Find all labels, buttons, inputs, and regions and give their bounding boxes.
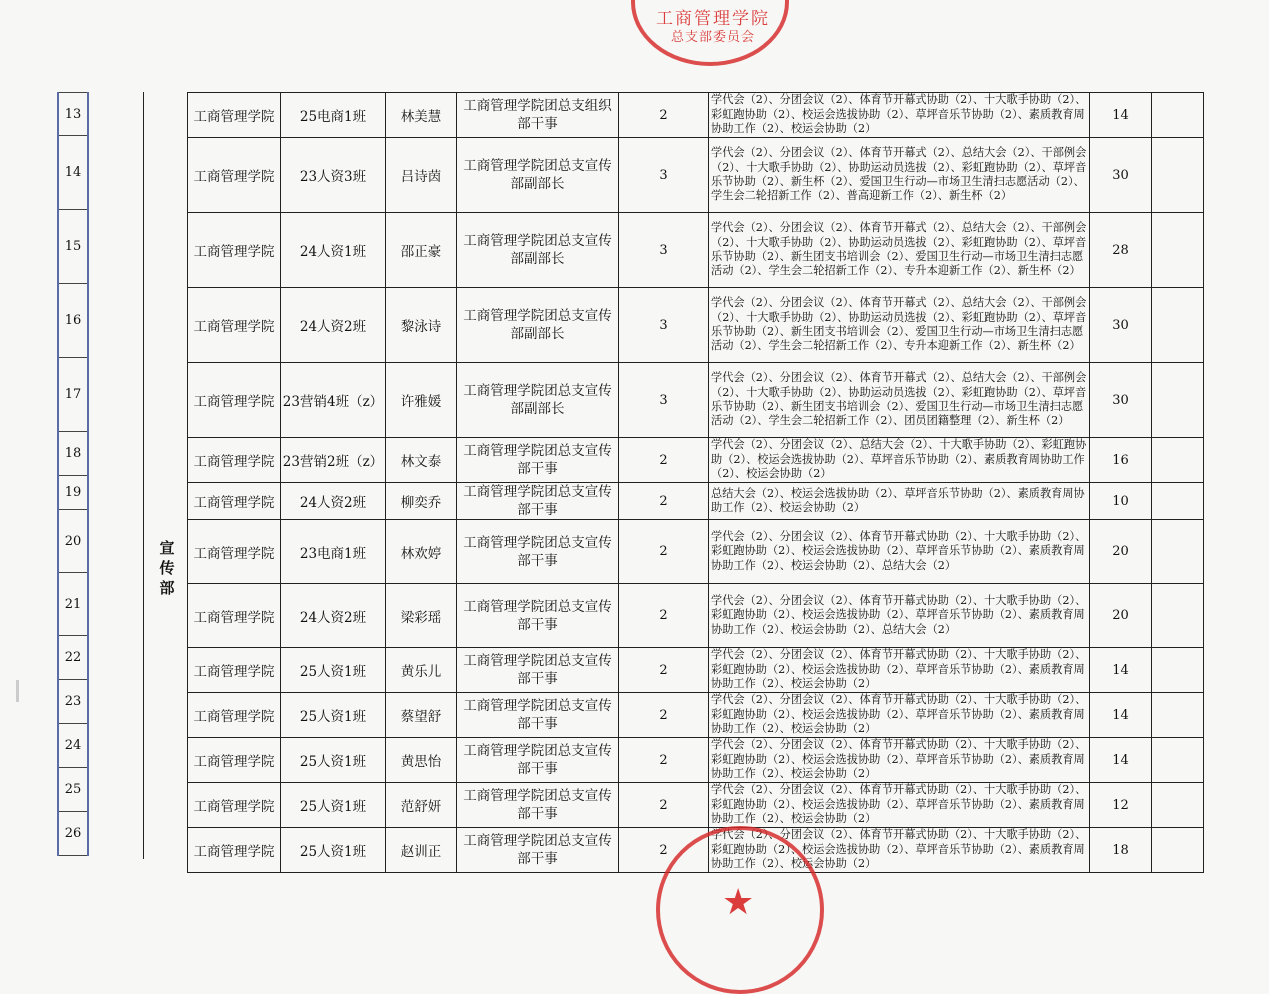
total-cell: 14 [1090,738,1152,783]
remarks-cell [1152,584,1204,648]
class-cell: 25人资1班 [281,693,386,738]
row-number: 19 [59,476,87,510]
class-cell: 23人资3班 [281,138,386,213]
remarks-cell [1152,213,1204,288]
position-cell: 工商管理学院团总支宣传部干事 [457,783,619,828]
remarks-cell [1152,288,1204,363]
name-cell: 蔡望舒 [386,693,457,738]
dept-column-line [143,92,144,859]
position-cell: 工商管理学院团总支宣传部干事 [457,483,619,520]
score-cell: 2 [619,648,709,693]
position-cell: 工商管理学院团总支宣传部干事 [457,828,619,873]
class-cell: 23营销4班（z） [281,363,386,438]
table-row [188,138,1204,213]
remarks-cell [1152,483,1204,520]
remarks-cell [1152,648,1204,693]
position-cell: 工商管理学院团总支宣传部副部长 [457,138,619,213]
table-row [188,693,1204,738]
total-cell: 14 [1090,693,1152,738]
name-cell: 黄思怡 [386,738,457,783]
activities-cell: 学代会（2）、分团会议（2）、体育节开幕式协助（2）、十大歌手协助（2）、彩虹跑协助（2）、校运会选拔协助（2）、草坪音乐节协助（2）、素质教育周协助工作（2）、校运会协助（2） [709,828,1090,873]
activities-cell: 总结大会（2）、校运会选拔协助（2）、草坪音乐节协助（2）、素质教育周协助工作（2）、校运会协助（2） [709,483,1090,520]
row-number: 24 [59,724,87,768]
name-cell: 林美慧 [386,93,457,138]
score-cell: 2 [619,693,709,738]
name-cell: 黎泳诗 [386,288,457,363]
name-cell: 范舒妍 [386,783,457,828]
total-cell: 30 [1090,138,1152,213]
seal-star-icon: ★ [722,882,755,923]
score-cell: 3 [619,363,709,438]
position-cell: 工商管理学院团总支宣传部干事 [457,438,619,483]
college-cell: 工商管理学院 [188,93,281,138]
score-cell: 2 [619,828,709,873]
name-cell: 吕诗茵 [386,138,457,213]
total-cell: 20 [1090,584,1152,648]
remarks-cell [1152,363,1204,438]
college-cell: 工商管理学院 [188,738,281,783]
activities-cell: 学代会（2）、分团会议（2）、总结大会（2）、十大歌手协助（2）、彩虹跑协助（2）、校运会选拔协助（2）、草坪音乐节协助（2）、素质教育周协助工作（2）、校运会协助（2） [709,438,1090,483]
score-cell: 2 [619,483,709,520]
name-cell: 林欢婷 [386,520,457,584]
college-cell: 工商管理学院 [188,648,281,693]
member-table [187,92,1204,873]
total-cell: 28 [1090,213,1152,288]
score-cell: 3 [619,288,709,363]
college-cell: 工商管理学院 [188,288,281,363]
table-row [188,213,1204,288]
class-cell: 25人资1班 [281,738,386,783]
activities-cell: 学代会（2）、分团会议（2）、体育节开幕式协助（2）、十大歌手协助（2）、彩虹跑协助（2）、校运会选拔协助（2）、草坪音乐节协助（2）、素质教育周协助工作（2）、校运会协助（2） [709,93,1090,138]
class-cell: 23营销2班（z） [281,438,386,483]
department-label: 宣传部 [159,539,175,597]
remarks-cell [1152,138,1204,213]
position-cell: 工商管理学院团总支宣传部副部长 [457,363,619,438]
activities-cell: 学代会（2）、分团会议（2）、体育节开幕式协助（2）、十大歌手协助（2）、彩虹跑协助（2）、校运会选拔协助（2）、草坪音乐节协助（2）、素质教育周协助工作（2）、校运会协助（2） [709,693,1090,738]
remarks-cell [1152,520,1204,584]
score-cell: 2 [619,438,709,483]
college-cell: 工商管理学院 [188,520,281,584]
score-cell: 3 [619,213,709,288]
remarks-cell [1152,438,1204,483]
class-cell: 24人资1班 [281,213,386,288]
name-cell: 赵训正 [386,828,457,873]
scan-mark [16,680,19,702]
score-cell: 2 [619,738,709,783]
class-cell: 24人资2班 [281,288,386,363]
total-cell: 14 [1090,648,1152,693]
name-cell: 黄乐儿 [386,648,457,693]
college-cell: 工商管理学院 [188,584,281,648]
activities-cell: 学代会（2）、分团会议（2）、体育节开幕式协助（2）、十大歌手协助（2）、彩虹跑协助（2）、校运会选拔协助（2）、草坪音乐节协助（2）、素质教育周协助工作（2）、校运会协助（2）、总结大会（2） [709,520,1090,584]
score-cell: 2 [619,520,709,584]
class-cell: 25电商1班 [281,93,386,138]
name-cell: 邵正豪 [386,213,457,288]
remarks-cell [1152,783,1204,828]
table-row [188,363,1204,438]
table-row [188,783,1204,828]
total-cell: 10 [1090,483,1152,520]
total-cell: 14 [1090,93,1152,138]
activities-cell: 学代会（2）、分团会议（2）、体育节开幕式协助（2）、十大歌手协助（2）、彩虹跑协助（2）、校运会选拔协助（2）、草坪音乐节协助（2）、素质教育周协助工作（2）、校运会协助（2） [709,738,1090,783]
position-cell: 工商管理学院团总支宣传部干事 [457,520,619,584]
activities-cell: 学代会（2）、分团会议（2）、体育节开幕式协助（2）、十大歌手协助（2）、彩虹跑协助（2）、校运会选拔协助（2）、草坪音乐节协助（2）、素质教育周协助工作（2）、校运会协助（2） [709,648,1090,693]
table-row [188,288,1204,363]
college-cell: 工商管理学院 [188,483,281,520]
row-number: 22 [59,636,87,680]
total-cell: 30 [1090,363,1152,438]
activities-cell: 学代会（2）、分团会议（2）、体育节开幕式（2）、总结大会（2）、干部例会（2）、十大歌手协助（2）、协助运动员选拔（2）、彩虹跑协助（2）、草坪音乐节协助（2）、新生团支书培训会（2）、爱国卫生行动—市场卫生清扫志愿活动（2）、学生会二轮招新工作（2）、专升本迎新工作（2）、新生杯（2） [709,288,1090,363]
table-row [188,520,1204,584]
table-row [188,93,1204,138]
score-cell: 2 [619,783,709,828]
position-cell: 工商管理学院团总支宣传部副部长 [457,213,619,288]
remarks-cell [1152,828,1204,873]
name-cell: 柳奕乔 [386,483,457,520]
total-cell: 30 [1090,288,1152,363]
score-cell: 2 [619,584,709,648]
total-cell: 20 [1090,520,1152,584]
class-cell: 25人资1班 [281,783,386,828]
table-row [188,584,1204,648]
class-cell: 24人资2班 [281,483,386,520]
row-number: 16 [59,284,87,358]
college-cell: 工商管理学院 [188,438,281,483]
activities-cell: 学代会（2）、分团会议（2）、体育节开幕式（2）、总结大会（2）、干部例会（2）、十大歌手协助（2）、协助运动员选拔（2）、彩虹跑协助（2）、草坪音乐节协助（2）、新生团支书培训会（2）、爱国卫生行动—市场卫生清扫志愿活动（2）、学生会二轮招新工作（2）、团员团籍整理（2）、新生杯（2） [709,363,1090,438]
row-number: 21 [59,573,87,636]
row-number: 23 [59,680,87,724]
name-cell: 梁彩瑶 [386,584,457,648]
remarks-cell [1152,693,1204,738]
college-cell: 工商管理学院 [188,138,281,213]
class-cell: 25人资1班 [281,828,386,873]
college-cell: 工商管理学院 [188,783,281,828]
activities-cell: 学代会（2）、分团会议（2）、体育节开幕式（2）、总结大会（2）、干部例会（2）、十大歌手协助（2）、协助运动员选拔（2）、彩虹跑协助（2）、草坪音乐节协助（2）、新生团支书培训会（2）、爱国卫生行动—市场卫生清扫志愿活动（2）、学生会二轮招新工作（2）、专升本迎新工作（2）、新生杯（2） [709,213,1090,288]
row-number-column [57,92,89,856]
total-cell: 18 [1090,828,1152,873]
row-number: 14 [59,136,87,210]
class-cell: 24人资2班 [281,584,386,648]
row-number: 18 [59,432,87,476]
row-number: 26 [59,812,87,856]
college-cell: 工商管理学院 [188,828,281,873]
remarks-cell [1152,738,1204,783]
remarks-cell [1152,93,1204,138]
name-cell: 许雅媛 [386,363,457,438]
activities-cell: 学代会（2）、分团会议（2）、体育节开幕式协助（2）、十大歌手协助（2）、彩虹跑协助（2）、校运会选拔协助（2）、草坪音乐节协助（2）、素质教育周协助工作（2）、校运会协助（2） [709,783,1090,828]
table-row [188,738,1204,783]
class-cell: 25人资1班 [281,648,386,693]
activities-cell: 学代会（2）、分团会议（2）、体育节开幕式（2）、总结大会（2）、干部例会（2）、十大歌手协助（2）、协助运动员选拔（2）、彩虹跑协助（2）、草坪音乐节协助（2）、新生杯（2）、爱国卫生行动—市场卫生清扫志愿活动（2）、学生会二轮招新工作（2）、普高迎新工作（2）、新生杯（2） [709,138,1090,213]
position-cell: 工商管理学院团总支宣传部干事 [457,648,619,693]
row-number: 20 [59,510,87,573]
position-cell: 工商管理学院团总支宣传部副部长 [457,288,619,363]
table-row [188,648,1204,693]
table-row [188,438,1204,483]
seal-top-line1: 工商管理学院 [656,9,770,29]
class-cell: 23电商1班 [281,520,386,584]
position-cell: 工商管理学院团总支宣传部干事 [457,693,619,738]
seal-top-line2: 总支部委员会 [670,30,755,45]
row-number: 13 [59,92,87,136]
college-cell: 工商管理学院 [188,363,281,438]
position-cell: 工商管理学院团总支宣传部干事 [457,738,619,783]
row-number: 17 [59,358,87,432]
row-number: 15 [59,210,87,284]
league-seal-bottom [656,826,824,994]
score-cell: 3 [619,138,709,213]
name-cell: 林文泰 [386,438,457,483]
position-cell: 工商管理学院团总支组织部干事 [457,93,619,138]
table-row [188,483,1204,520]
score-cell: 2 [619,93,709,138]
college-cell: 工商管理学院 [188,693,281,738]
college-seal-top [631,0,789,66]
activities-cell: 学代会（2）、分团会议（2）、体育节开幕式协助（2）、十大歌手协助（2）、彩虹跑协助（2）、校运会选拔协助（2）、草坪音乐节协助（2）、素质教育周协助工作（2）、校运会协助（2）、总结大会（2） [709,584,1090,648]
position-cell: 工商管理学院团总支宣传部干事 [457,584,619,648]
total-cell: 16 [1090,438,1152,483]
college-cell: 工商管理学院 [188,213,281,288]
total-cell: 12 [1090,783,1152,828]
row-number: 25 [59,768,87,812]
